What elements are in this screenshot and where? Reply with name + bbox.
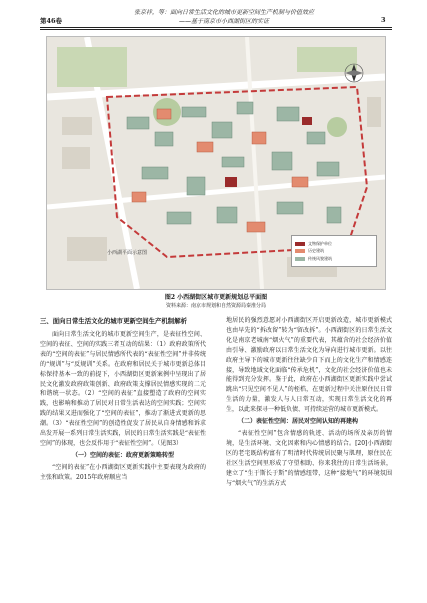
legend-item bbox=[295, 248, 373, 254]
right-column bbox=[226, 316, 392, 488]
legend-label: 历史建筑 bbox=[308, 248, 324, 253]
legend-label: 传统风貌建筑 bbox=[308, 255, 332, 261]
body-paragraph: “表征性空间”包含情感的轨迹、活动的场所及亲历的情境，是生活环境、文化因素和内心情感的结合。[20]小西湖街区的老宅既结构富有了明清时代传统居民聚与肌理，原住民在社区生活空间里形成了守望相助、你来我往的日常生活场景，建立了“生于斯长于斯”的情感纽带，这种“接地气”的环境氛围与“烟火气”的生活方式 bbox=[226, 429, 392, 487]
legend-swatch bbox=[295, 242, 305, 246]
subsection-heading: （二）表征性空间：居民对空间认知的再建构 bbox=[238, 418, 359, 426]
journal-volume: 第46卷 bbox=[40, 17, 63, 25]
body-paragraph: 面向日常生活文化的城市更新空间生产，是表征性空间、空间的表征、空间的实践三者互动的结果：（1）政府政策所代表的“空间的表征”与居民情感所代表的“表征性空间”并非传统的“规训”与“反规训”关系。在政府和居民关于城市更新总体目标保持基本一致的前提下，小西湖街区更新案例中呈现出了居民文化激发政府政策创新、政府政策支撑居民情感实现的二元和谐统一状态。（2）“空间的表征”直接塑造了政府的空间实践，也影响和推动了居民对日常生活表达的空间实践；空间实践的结果又进而强化了“空间的表征”，推动了渐进式更新的思潮。（3）“表征性空间”的创造性促发了居民从自身情感和诉求出发开展一系列日常生活实践，居民的日常生活实践是“表征性空间”的体现，也会反作用于“表征性空间”。（见图3） bbox=[40, 331, 206, 447]
legend-label: 文物保护单位 bbox=[308, 240, 332, 246]
page-number: 3 bbox=[381, 16, 386, 24]
body-paragraph: 地居民的强烈意愿对小西湖街区开启更新改造，城市更新模式也由早先的“拆改留”转为“留改拆”。小西湖街区的日常生活文化是南京老城南“烟火气”的重要代表，其蕴含的社会经济价值由引导、激励政府以日常生活文化为导向进行城市更新。以往政府主导下的城市更新往往缺少自下而上的文化生产和情感连接，导致地域文化面临“传承危机”，文化的社会经济价值也未能得到充分发挥。鉴于此，政府在小西湖街区更新实践中尝试跳出“只见空间不见人”的桎梏，在更新过程中关注原住民日常生活的力量，激发人与人日常互动，实现日常生活文化的再生，以此来探寻一种低负债、可持续运营的城市更新模式。 bbox=[226, 317, 392, 414]
header-rule-secondary bbox=[40, 29, 392, 30]
legend-swatch bbox=[295, 257, 305, 261]
running-head-subtitle: ——基于南京市小西湖街区的实证 bbox=[178, 18, 269, 25]
header-rule bbox=[40, 27, 392, 28]
street-label: 小西湖平面示意图 bbox=[107, 250, 148, 256]
master-plan-map bbox=[46, 36, 386, 290]
running-head-title: 张京祥，等：面向日常生活文化的城市更新空间生产机制与价值效应 bbox=[133, 9, 314, 16]
legend-swatch bbox=[295, 249, 305, 253]
section-heading: 三、面向日常生活文化的城市更新空间生产机制解析 bbox=[40, 317, 187, 325]
figure-source: 资料来源：南京市规划和自然资源局秦淮分局 bbox=[165, 303, 266, 309]
legend-item bbox=[295, 256, 373, 262]
figure-caption: 图2 小西湖街区城市更新规划总平面图 bbox=[164, 294, 268, 301]
subsection-heading: （一）空间的表征：政府更新策略转型 bbox=[71, 451, 174, 459]
map-legend bbox=[291, 235, 377, 267]
legend-item bbox=[295, 241, 373, 247]
left-column bbox=[40, 316, 206, 483]
body-paragraph: “空间的表征”在小西湖街区更新实践中主要表现为政府的主张和政策。2015年政府顺应当 bbox=[40, 463, 206, 481]
